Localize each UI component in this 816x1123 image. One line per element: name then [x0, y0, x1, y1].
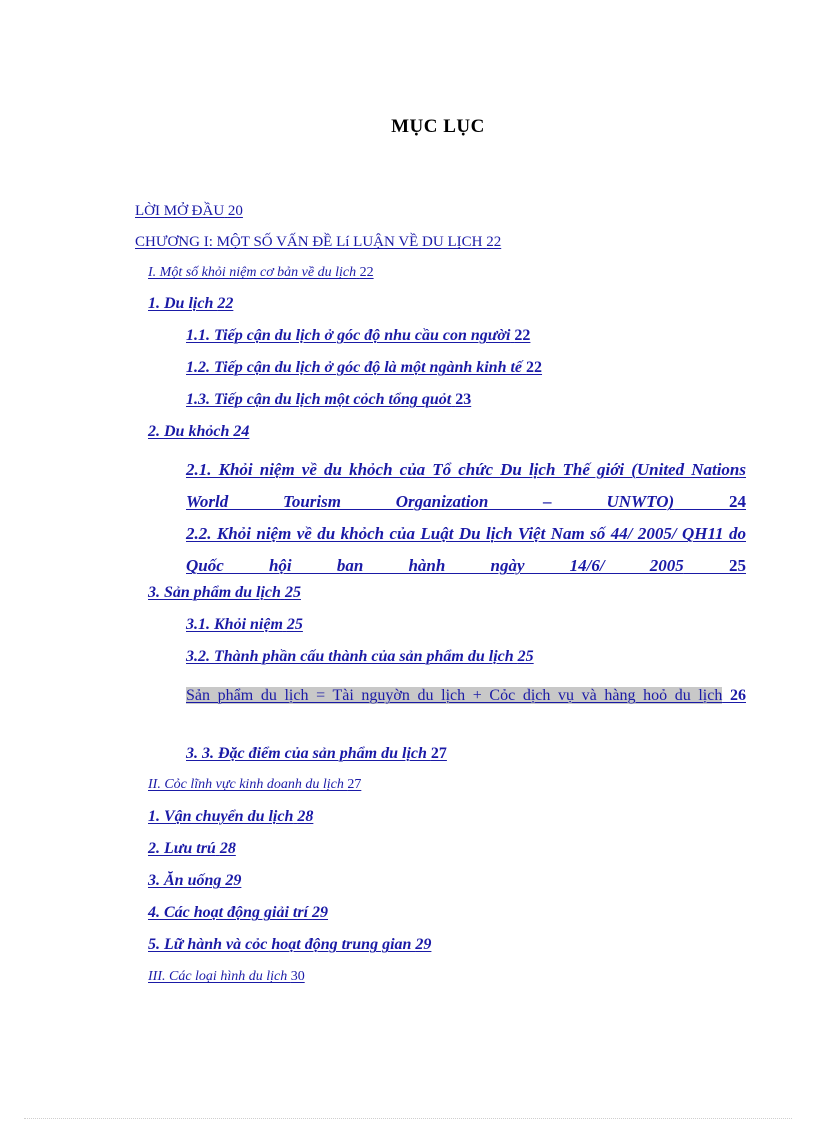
toc-entry-page: 27 — [347, 777, 362, 792]
toc-entry-van-chuyen[interactable] — [148, 808, 313, 826]
page-title: MỤC LỤC — [391, 116, 485, 137]
toc-entry-text: 1. Vận chuyển du lịch — [148, 808, 294, 825]
toc-entry-page: 24 — [729, 492, 747, 511]
toc-entry-text: 2. Lưu trú — [148, 840, 216, 857]
toc-entry-page: 28 — [219, 840, 236, 857]
toc-entry-chuong-1[interactable] — [135, 234, 501, 251]
toc-entry-section-2[interactable] — [148, 777, 361, 793]
toc-entry-text: 3.2. Thành phần cấu thành của sản phẩm du lịch — [186, 648, 518, 665]
toc-entry-text: 3. Ăn uống — [148, 872, 222, 889]
toc-entry-text: I. Một số khỏi niệm cơ bản về du lịch — [148, 265, 357, 280]
toc-entry-page: 26 — [730, 687, 746, 704]
toc-entry-page: 22 — [526, 359, 543, 376]
toc-entry-3-2[interactable] — [186, 648, 534, 666]
toc-entry-1-3[interactable] — [186, 391, 471, 409]
toc-entry-formula[interactable] — [186, 680, 746, 712]
toc-entry-text: 1.1. Tiếp cận du lịch ở góc độ nhu cầu con người — [186, 327, 511, 344]
toc-entry-page: 29 — [225, 872, 242, 889]
toc-entry-text: 2.2. Khỏi niệm về du khỏch của Luật Du lịch Việt Nam số 44/ 2005/ QH11 do Quốc hội ban hành ngày 14/6/ 2005 — [186, 524, 746, 575]
toc-entry-2-2[interactable] — [186, 518, 746, 582]
toc-entry-page: 20 — [227, 203, 243, 219]
page-bottom-divider — [24, 1118, 792, 1119]
toc-entry-text: III. Các loại hình du lịch — [148, 969, 291, 984]
toc-entry-an-uong[interactable] — [148, 872, 241, 890]
toc-entry-page: 22 — [486, 234, 502, 250]
toc-entry-page: 22 — [514, 327, 531, 344]
toc-entry-text: II. Cỏc lĩnh vực kinh doanh du lịch — [148, 777, 348, 792]
toc-entry-2-1[interactable] — [186, 454, 746, 518]
toc-entry-text: 1.3. Tiếp cận du lịch một cỏch tổng quỏt — [186, 391, 452, 408]
toc-entry-text: 3.1. Khỏi niệm — [186, 616, 283, 633]
toc-entry-text: LỜI MỞ ĐẦU — [135, 203, 225, 219]
toc-entry-text: 1.2. Tiếp cận du lịch ở góc độ là một ngành kinh tế — [186, 359, 523, 376]
toc-entry-page: 25 — [284, 584, 301, 601]
toc-entry-text: 2. Du khỏch — [148, 423, 234, 440]
toc-entry-giai-tri[interactable] — [148, 904, 328, 922]
toc-entry-text: 3. Sản phẩm du lịch — [148, 584, 281, 601]
toc-entry-page: 30 — [290, 969, 305, 984]
toc-entry-3-3[interactable] — [186, 745, 447, 763]
toc-entry-text: 1. Du lịch — [148, 295, 218, 312]
toc-entry-text: 2.1. Khỏi niệm về du khỏch của Tổ chức Du lịch Thế giới (United Nations World Tourism Organization – UNWTO) — [186, 460, 746, 511]
toc-entry-lu-hanh[interactable] — [148, 936, 431, 954]
toc-entry-1-1[interactable] — [186, 327, 530, 345]
toc-entry-section-3[interactable] — [148, 969, 305, 985]
toc-entry-page: 22 — [359, 265, 374, 280]
toc-entry-page: 28 — [297, 808, 314, 825]
toc-entry-page: 22 — [217, 295, 234, 312]
toc-entry-loi-mo-dau[interactable] — [135, 203, 243, 220]
toc-entry-3-1[interactable] — [186, 616, 303, 634]
toc-entry-du-lich[interactable] — [148, 295, 233, 313]
toc-entry-text: 3. 3. Đặc điểm của sản phẩm du lịch — [186, 745, 431, 762]
toc-entry-text: 4. Các hoạt động giải trí — [148, 904, 309, 921]
toc-entry-page: 25 — [286, 616, 303, 633]
toc-entry-page: 29 — [415, 936, 432, 953]
toc-entry-text: CHƯƠNG I: MỘT SỐ VẤN ĐỀ Lí LUẬN VỀ DU LỊCH — [135, 234, 483, 250]
toc-entry-luu-tru[interactable] — [148, 840, 236, 858]
toc-entry-page: 23 — [455, 391, 472, 408]
toc-entry-page: 29 — [312, 904, 329, 921]
toc-entry-page: 27 — [430, 745, 447, 762]
toc-entry-text: Sản phẩm du lịch = Tài nguyờn du lịch + Cỏc dịch vụ và hàng hoỏ du lịch — [186, 687, 723, 704]
toc-entry-du-khach[interactable] — [148, 423, 249, 441]
toc-entry-san-pham[interactable] — [148, 584, 301, 602]
toc-entry-section-1[interactable] — [148, 265, 374, 281]
toc-entry-page: 25 — [517, 648, 534, 665]
toc-entry-1-2[interactable] — [186, 359, 542, 377]
toc-entry-page: 25 — [729, 556, 746, 575]
toc-entry-text: 5. Lữ hành và cỏc hoạt động trung gian — [148, 936, 416, 953]
toc-entry-page: 24 — [233, 423, 250, 440]
